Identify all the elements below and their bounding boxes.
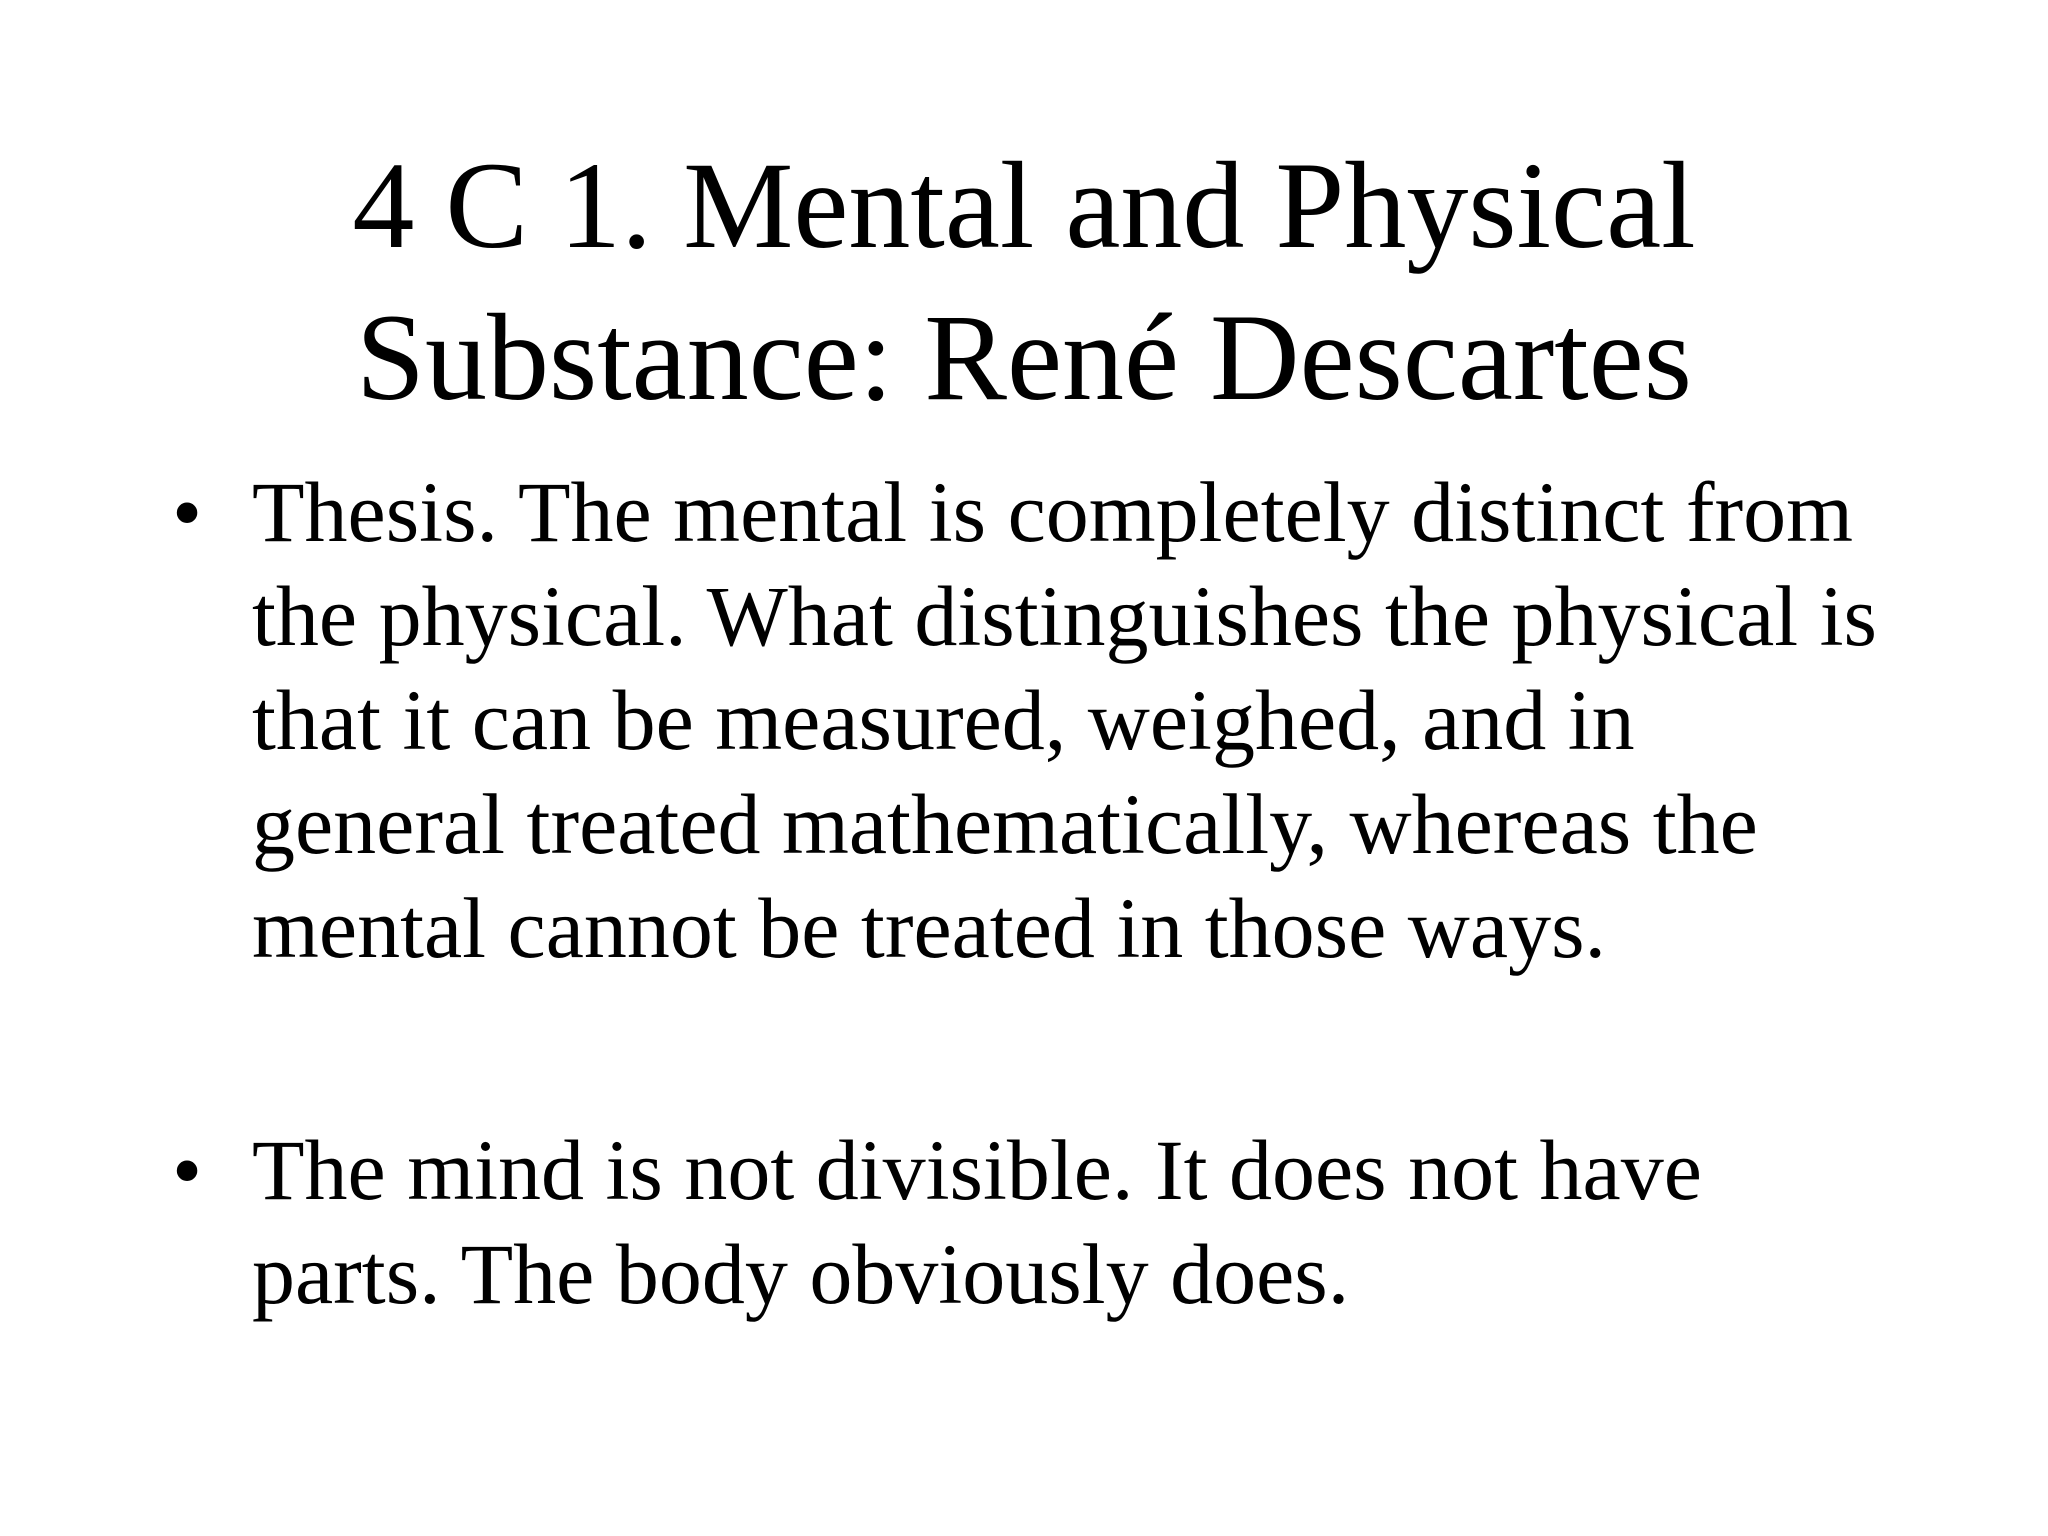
bullet-text <box>252 1118 2032 1326</box>
bullet-line: the physical. What distinguishes the physical is <box>252 568 1878 664</box>
bullet-line: The mind is not divisible. It does not have <box>252 1122 1702 1218</box>
bullet-line: general treated mathematically, whereas the <box>252 776 1758 872</box>
bullet-line: that it can be measured, weighed, and in <box>252 672 1635 768</box>
title-line: 4 C 1. Mental and Physical <box>352 137 1696 274</box>
bullet-icon: • <box>172 1122 203 1218</box>
bullet-icon: • <box>172 464 203 560</box>
bullet-text <box>252 460 2032 980</box>
bullet-line: Thesis. The mental is completely distinct from <box>252 464 1854 560</box>
bullet-line: parts. The body obviously does. <box>252 1226 1350 1322</box>
title-line: Substance: René Descartes <box>356 289 1692 426</box>
bullet-line: mental cannot be treated in those ways. <box>252 880 1607 976</box>
